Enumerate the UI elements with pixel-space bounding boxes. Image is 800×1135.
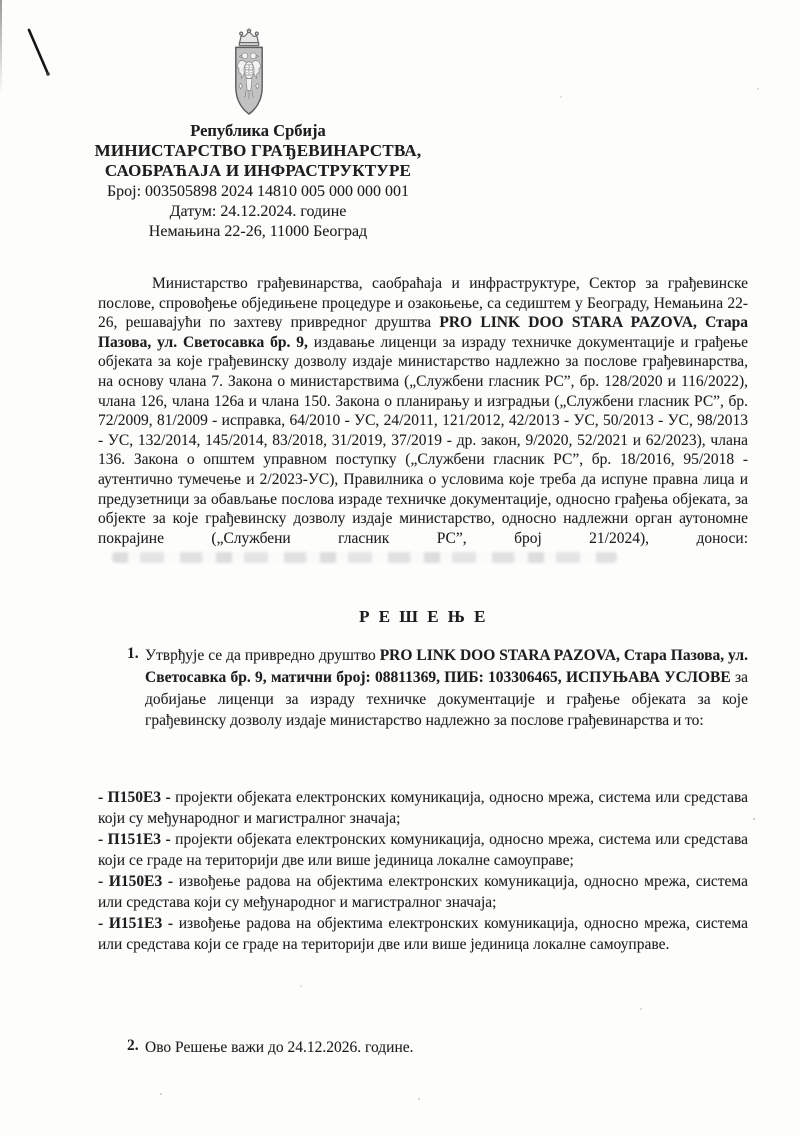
letterhead: [58, 121, 458, 242]
license-code: - П150Е3 -: [98, 789, 171, 806]
document-date: Датум: 24.12.2024. године: [169, 202, 347, 220]
ministry-name-line1: МИНИСТАРСТВО ГРАЂЕВИНАРСТВА,: [94, 141, 422, 161]
license-item: [98, 913, 748, 955]
company-name-bold: PRO LINK DOO STARA PAZOVA, Стара Пазова, ул. Светосавка бр. 9,: [98, 314, 748, 351]
license-item: [98, 787, 748, 829]
license-description: пројекти објеката електронских комуникација, односно мрежа, система или средстава који се граде на територији две или више јединица локалне самоуправе;: [98, 831, 748, 869]
scan-noise: [0, 0, 2, 2]
intro-text-part2: издавање лиценци за израду техничке документације и грађење објеката за које грађевинску дозволу издаје министарство надлежно за послове грађевинарства, на основу члана 7. Закона о министарствима („Службени гласник РС”, бр. 128/2020 и 116/2022), члана 126, члана 126а и члана 150. Закона о планирању и изградњи („Службени гласник РС”, бр. 72/2009, 81/2009 - исправка, 64/2010 - УС, 24/2011, 121/2012, 42/2013 - УС, 50/2013 - УС, 98/2013 - УС, 132/2014, 145/2014, 83/2018, 31/2019, 37/2019 - др. закон, 9/2020, 52/2021 и 62/2023), члана 136. Закона о општем управном поступку („Службени гласник РС”, бр. 18/2016, 95/2018 - аутентично тумечење и 2/2023-УС), Правилника о условима које треба да испуне правна лица и предузетници за обављање послова израде техничке документације, односно грађења објеката, за објекте за које грађевинску дозволу издаје министарство, односно надлежни орган аутономне покрајине („Службени гласник РС”, број 21/2024), доноси:: [98, 333, 748, 547]
license-item: [98, 871, 748, 913]
pen-stroke-mark: [20, 22, 60, 84]
serbia-coat-of-arms-icon: [219, 26, 279, 118]
intro-text-part1: Министарство грађевинарства, саобраћаја и инфраструктуре, Сектор за грађевинске послове, спровођење обједињене процедуре и озакоњење, са седиштем у Београду, Немањина 22-26, решавајући по захтеву привредног друштва: [98, 275, 748, 332]
intro-paragraph: [98, 274, 748, 568]
license-code: - И151Е3 -: [98, 915, 174, 932]
license-description: извођење радова на објектима електронских комуникација, односно мрежа, система или средстава који су међународног и магистралног значаја;: [98, 873, 749, 911]
ministry-address: Немањина 22-26, 11000 Београд: [148, 223, 368, 241]
scan-edge-artifact: [0, 0, 2, 95]
license-list: [98, 787, 748, 955]
license-description: пројекти објеката електронских комуникација, односно мрежа, система или средстава који су међународног и магистралног значаја;: [98, 789, 748, 827]
license-code: - И150Е3 -: [98, 873, 174, 890]
bleed-through-smudge: [112, 552, 617, 563]
license-item: [98, 829, 748, 871]
license-description: извођење радова на објектима електронских комуникација, односно мрежа, система или средстава који се граде на територији две или више јединица локалне самоуправе.: [98, 915, 749, 953]
item-2-text: Ово Решење важи до 24.12.2026. године.: [145, 1039, 414, 1056]
item-1-number: 1.: [127, 645, 139, 662]
item-1-part2: за добијање лиценци за израду техничке документације и грађење објеката за које грађевинску дозволу издаје министарство надлежно за послове грађевинарства и то:: [145, 668, 748, 730]
decision-title: Р Е Ш Е Њ Е: [359, 607, 487, 626]
item-2-number: 2.: [127, 1037, 139, 1054]
ministry-name-line2: САОБРАЋАЈА И ИНФРАСТРУКТУРЕ: [104, 161, 412, 181]
item-1-text: [145, 645, 748, 732]
item-1-part1: Утврђује се да привредно друштво: [145, 647, 380, 664]
license-code: - П151Е3 -: [98, 831, 171, 848]
country-name: Република Србија: [190, 121, 326, 140]
item-1-company-bold: PRO LINK DOO STARA PAZOVA, Стара Пазова, ул. Светосавка бр. 9, матични број: 08811369, ПИБ: 103306465, ИСПУЊАВА УСЛОВЕ: [145, 647, 748, 686]
decision-item-2: [98, 1037, 748, 1059]
document-number: Број: 003505898 2024 14810 005 000 000 001: [106, 182, 410, 200]
decision-item-1: [98, 645, 748, 732]
